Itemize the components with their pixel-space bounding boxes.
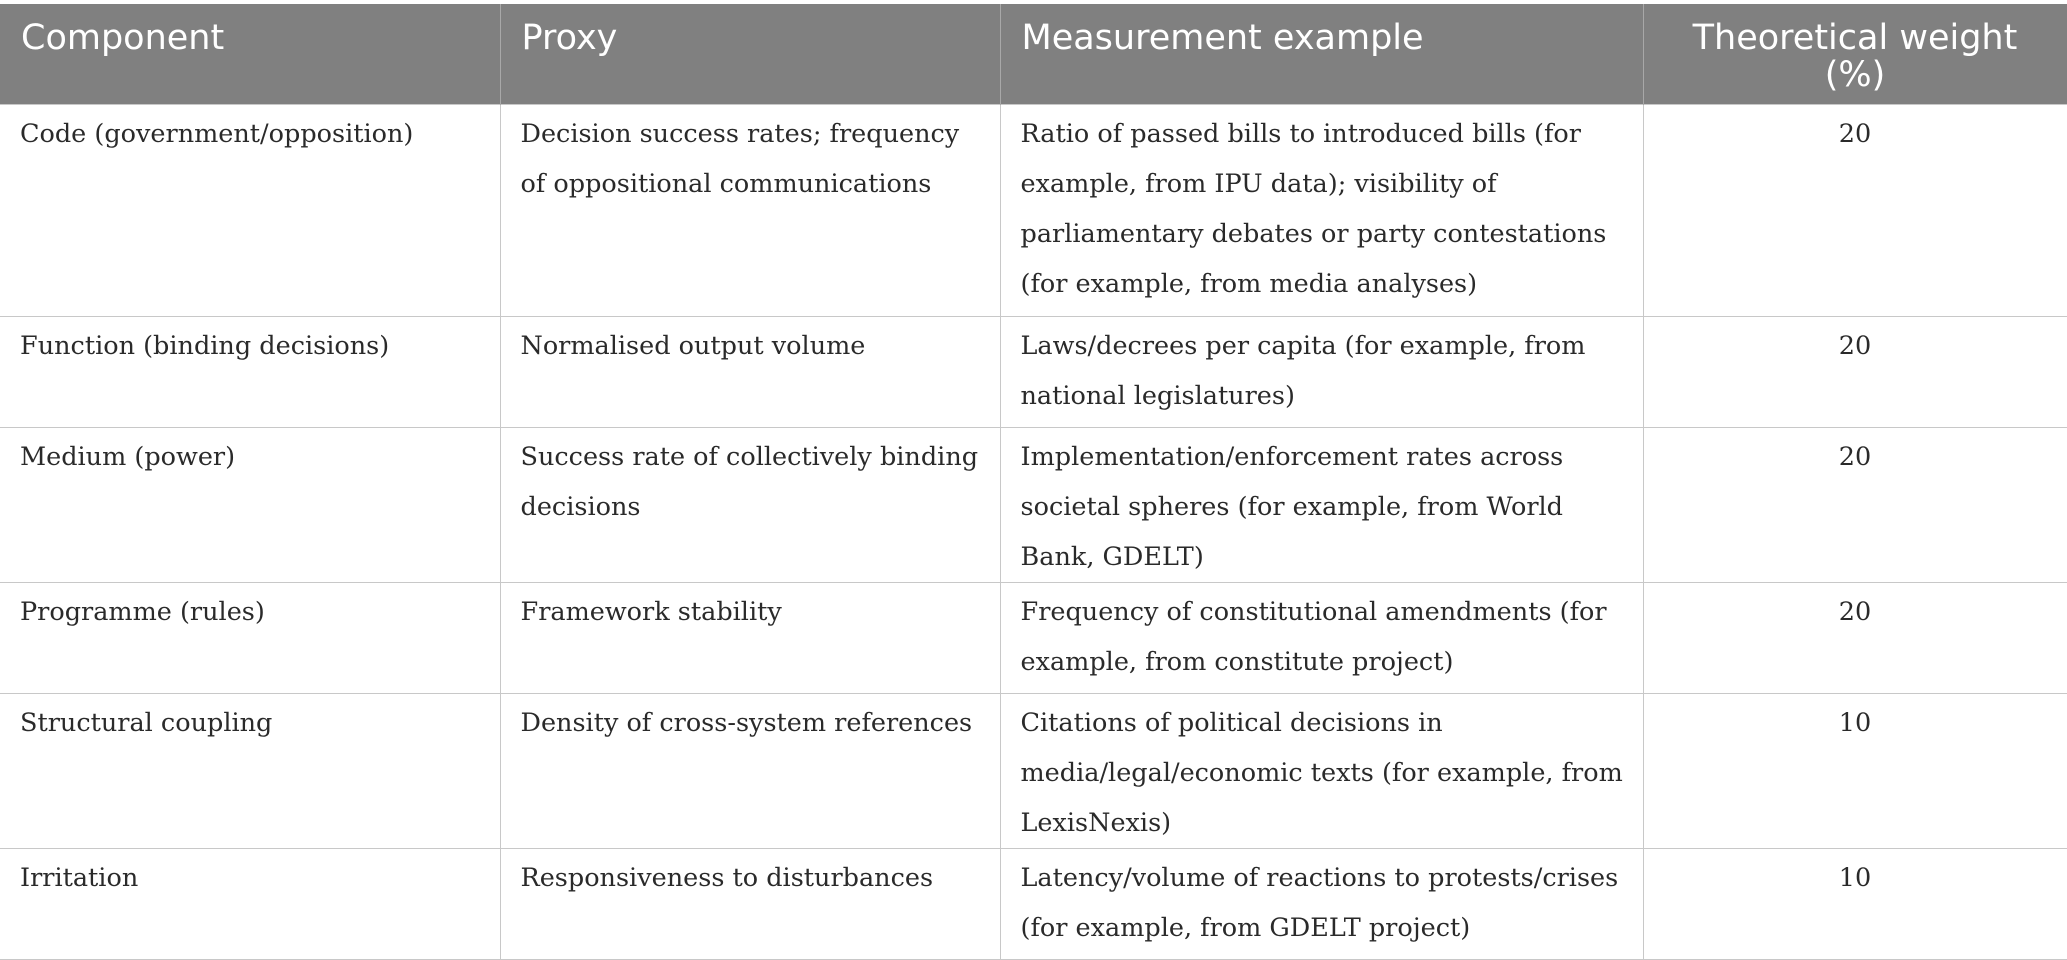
cell-proxy-text: Responsiveness to disturbances [520, 863, 934, 893]
cell-weight [1643, 428, 2067, 583]
table-row [0, 849, 2067, 960]
cell-component-text: Code (government/opposition) [20, 119, 414, 149]
header-component: Component [0, 4, 500, 105]
table-row [0, 317, 2067, 428]
cell-component [0, 849, 500, 960]
cell-component-text: Irritation [20, 863, 139, 893]
header-measurement-example: Measurement example [1000, 4, 1643, 105]
cell-component [0, 317, 500, 428]
cell-proxy-text: Decision success rates; frequency of oppositional communications [520, 119, 960, 199]
components-table [0, 4, 2067, 960]
cell-weight-text: 10 [1838, 863, 1872, 893]
cell-weight [1643, 583, 2067, 694]
cell-measurement-text: Frequency of constitutional amendments (for example, from constitute project) [1020, 597, 1607, 677]
cell-proxy-text: Success rate of collectively binding decisions [520, 442, 979, 522]
table-body [0, 105, 2067, 960]
table-row [0, 105, 2067, 317]
cell-component-text: Function (binding decisions) [20, 331, 390, 361]
cell-weight [1643, 849, 2067, 960]
cell-measurement [1000, 105, 1643, 317]
cell-weight [1643, 317, 2067, 428]
cell-proxy [500, 317, 1000, 428]
cell-proxy [500, 694, 1000, 849]
header-theoretical-weight: Theoretical weight (%) [1643, 4, 2067, 105]
cell-proxy [500, 105, 1000, 317]
cell-proxy [500, 849, 1000, 960]
table-row [0, 694, 2067, 849]
table-row [0, 428, 2067, 583]
cell-measurement [1000, 428, 1643, 583]
cell-measurement-text: Latency/volume of reactions to protests/crises (for example, from GDELT project) [1020, 863, 1619, 943]
cell-proxy-text: Framework stability [520, 597, 782, 627]
cell-weight-text: 10 [1838, 708, 1872, 738]
cell-proxy-text: Normalised output volume [520, 331, 866, 361]
cell-measurement-text: Citations of political decisions in media/legal/economic texts (for example, from LexisNexis) [1020, 708, 1623, 838]
cell-proxy [500, 428, 1000, 583]
cell-weight [1643, 105, 2067, 317]
table-row [0, 583, 2067, 694]
cell-component [0, 583, 500, 694]
components-table-container [0, 4, 2067, 960]
header-proxy: Proxy [500, 4, 1000, 105]
cell-weight-text: 20 [1838, 119, 1872, 149]
header-row [0, 4, 2067, 105]
cell-component [0, 105, 500, 317]
cell-proxy-text: Density of cross-system references [520, 708, 973, 738]
cell-measurement-text: Laws/decrees per capita (for example, from national legislatures) [1020, 331, 1586, 411]
cell-component-text: Structural coupling [20, 708, 273, 738]
cell-measurement [1000, 583, 1643, 694]
cell-component [0, 428, 500, 583]
cell-proxy [500, 583, 1000, 694]
cell-weight-text: 20 [1838, 442, 1872, 472]
cell-measurement [1000, 849, 1643, 960]
cell-component-text: Medium (power) [20, 442, 236, 472]
cell-weight-text: 20 [1838, 597, 1872, 627]
cell-measurement-text: Ratio of passed bills to introduced bills (for example, from IPU data); visibility of parliamentary debates or party contestations (for example, from media analyses) [1020, 119, 1607, 299]
cell-weight [1643, 694, 2067, 849]
cell-component [0, 694, 500, 849]
table-header [0, 4, 2067, 105]
cell-measurement-text: Implementation/enforcement rates across societal spheres (for example, from World Bank, GDELT) [1020, 442, 1564, 572]
cell-measurement [1000, 317, 1643, 428]
cell-component-text: Programme (rules) [20, 597, 265, 627]
cell-measurement [1000, 694, 1643, 849]
cell-weight-text: 20 [1838, 331, 1872, 361]
